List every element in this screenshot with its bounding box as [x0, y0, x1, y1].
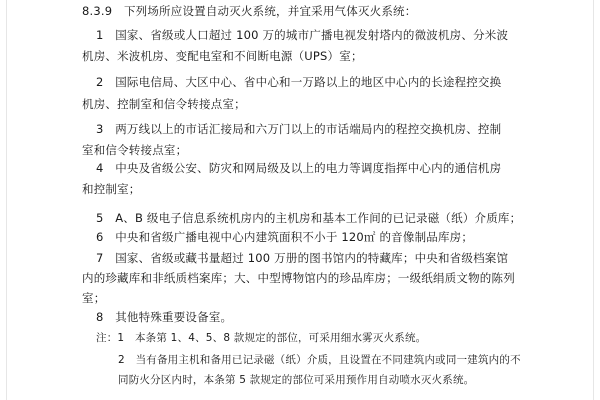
item-4-line-2: 和控制室；	[82, 182, 141, 196]
clause-heading: 8.3.9 下列场所应设置自动灭火系统，并宜采用气体灭火系统：	[82, 4, 417, 18]
item-2-line-1: 2 国际电信局、大区中心、省中心和一万路以上的地区中心内的长途程控交换	[96, 75, 502, 89]
item-5-line-1: 5 A、B 级电子信息系统机房内的主机房和基本工作间的已记录磁（纸）介质库；	[96, 211, 522, 225]
note-2-line-1: 2 当有备用主机和备用已记录磁（纸）介质，且设置在不同建筑内或同一建筑内的不	[118, 354, 521, 366]
note-2-line-2: 同防火分区内时，本条第 5 款规定的部位可采用预作用自动喷水灭火系统。	[118, 374, 475, 386]
item-7-line-3: 室；	[82, 291, 106, 305]
item-7-line-2: 内的珍藏库和非纸质档案库；大、中型博物馆内的珍品库房；一级纸绢质文物的陈列	[82, 271, 515, 285]
item-3-line-2: 室和信令转接点室；	[82, 143, 188, 157]
item-8-line-1: 8 其他特殊重要设备室。	[96, 310, 233, 324]
item-2-line-2: 机房、控制室和信令转接点室；	[82, 97, 246, 111]
note-1: 注：1 本条第 1、4、5、8 款规定的部位，可采用细水雾灭火系统。	[96, 332, 427, 344]
item-4-line-1: 4 中央及省级公安、防灾和网局级及以上的电力等调度指挥中心内的通信机房	[96, 161, 502, 175]
item-1-line-2: 机房、米波机房、变配电室和不间断电源（UPS）室；	[82, 49, 363, 63]
item-3-line-1: 3 两万线以上的市话汇接局和六万门以上的市话端局内的程控交换机房、控制	[96, 122, 502, 136]
item-6-line-1: 6 中央和省级广播电视中心内建筑面积不小于 120㎡ 的音像制品库房；	[96, 230, 474, 244]
item-1-line-1: 1 国家、省级或人口超过 100 万的城市广播电视发射塔内的微波机房、分米波	[96, 28, 509, 42]
item-7-line-1: 7 国家、省级或藏书量超过 100 万册的图书馆内的特藏库；中央和省级档案馆	[96, 251, 509, 265]
